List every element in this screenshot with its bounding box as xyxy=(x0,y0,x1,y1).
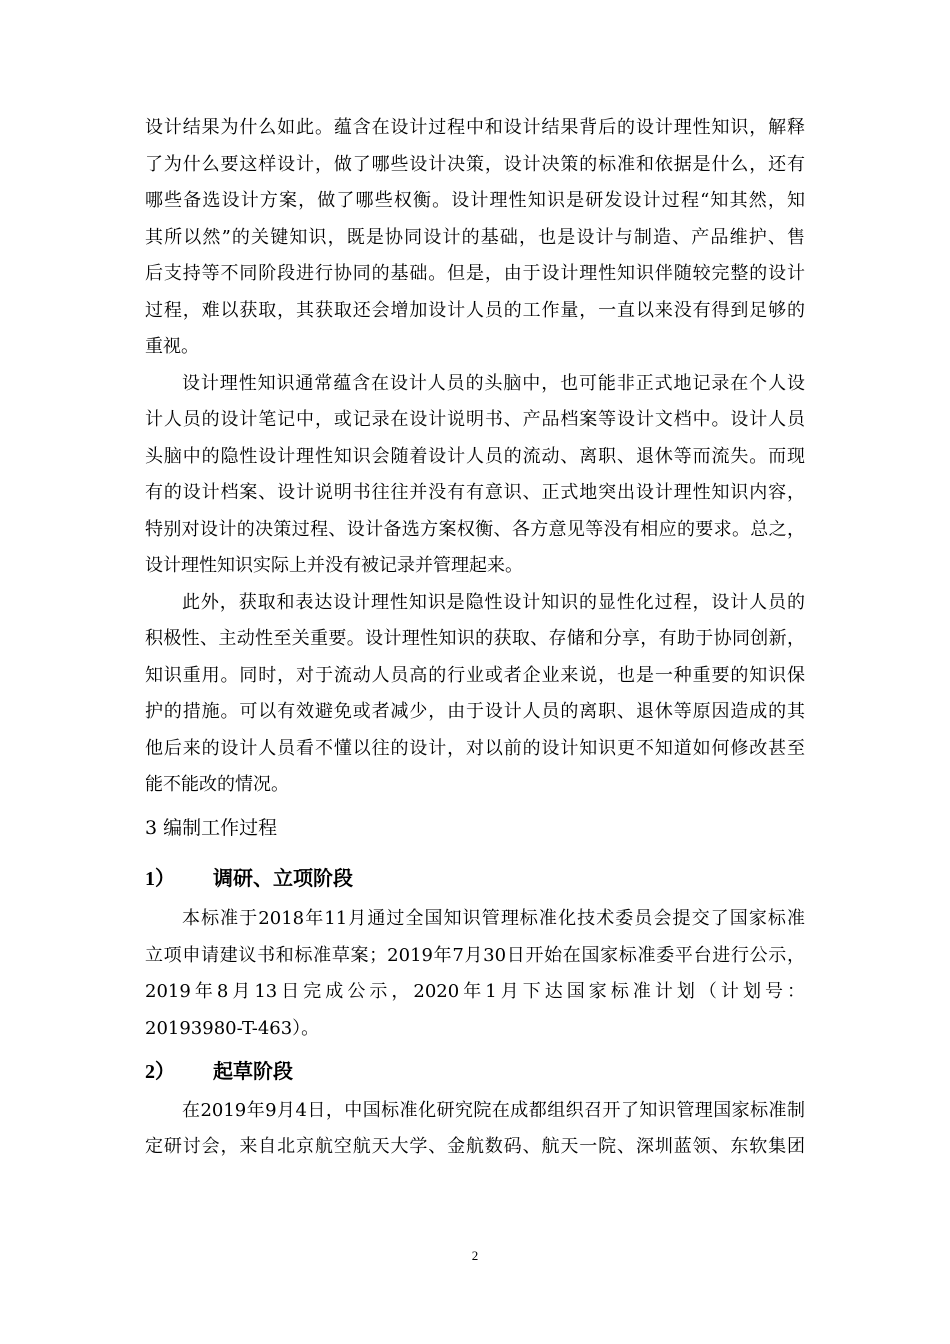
text-line: 定研讨会，来自北京航空航天大学、金航数码、航天一院、深圳蓝领、东软集团 xyxy=(145,1136,805,1157)
text-line: 了为什么要这样设计，做了哪些设计决策，设计决策的标准和依据是什么，还有 xyxy=(145,153,805,175)
text-line: 他后来的设计人员看不懂以往的设计，对以前的设计知识更不知道如何修改甚至 xyxy=(145,737,805,759)
text-line: 设计理性知识通常蕴含在设计人员的头脑中，也可能非正式地记录在个人设 xyxy=(182,372,805,394)
section-heading: 3 编制工作过程 xyxy=(145,817,278,839)
text-line: 过程，难以获取，其获取还会增加设计人员的工作量，一直以来没有得到足够的 xyxy=(145,299,805,321)
subsection-heading-research xyxy=(145,860,805,897)
text-line: 有的设计档案、设计说明书往往并没有有意识、正式地突出设计理性知识内容， xyxy=(145,482,805,503)
text-line: 此外，获取和表达设计理性知识是隐性设计知识的显性化过程，设计人员的 xyxy=(182,591,805,613)
text-line: 知识重用。同时，对于流动人员高的行业或者企业来说，也是一种重要的知识保 xyxy=(145,664,805,686)
document-body xyxy=(145,110,805,1166)
text-line: 2019年8月13日完成公示，2020年1月下达国家标准计划（计划号： xyxy=(145,981,805,1002)
text-line: 护的措施。可以有效避免或者减少，由于设计人员的离职、退休等原因造成的其 xyxy=(145,701,805,722)
text-line: 头脑中的隐性设计理性知识会随着设计人员的流动、离职、退休等而流失。而现 xyxy=(145,445,805,467)
text-line: 积极性、主动性至关重要。设计理性知识的获取、存储和分享，有助于协同创新， xyxy=(145,628,805,649)
text-line: 20193980-T-463）。 xyxy=(145,1017,320,1039)
paragraph-drafting-stage xyxy=(145,1093,805,1166)
text-line: 其所以然”的关键知识，既是协同设计的基础，也是设计与制造、产品维护、售 xyxy=(145,226,805,248)
text-line: 在2019年9月4日，中国标准化研究院在成都组织召开了知识管理国家标准制 xyxy=(182,1099,805,1121)
text-line: 特别对设计的决策过程、设计备选方案权衡、各方意见等没有相应的要求。总之， xyxy=(145,518,805,540)
paragraph-knowledge-capture xyxy=(145,585,805,804)
text-line: 哪些备选设计方案，做了哪些权衡。设计理性知识是研发设计过程“知其然，知 xyxy=(145,190,805,211)
subsection-number: 1） xyxy=(145,868,175,890)
text-line: 立项申请建议书和标准草案；2019年7月30日开始在国家标准委平台进行公示， xyxy=(145,944,805,966)
text-line: 设计理性知识实际上并没有被记录并管理起来。 xyxy=(145,555,523,576)
subsection-title: 调研、立项阶段 xyxy=(213,866,353,890)
subsection-title: 起草阶段 xyxy=(213,1058,293,1083)
text-line: 重视。 xyxy=(145,336,199,357)
page-number: 2 xyxy=(471,1248,479,1263)
text-line: 设计结果为什么如此。蕴含在设计过程中和设计结果背后的设计理性知识，解释 xyxy=(145,117,805,138)
paragraph-research-stage xyxy=(145,901,805,1047)
paragraph-design-rationale-intro xyxy=(145,110,805,366)
text-line: 计人员的设计笔记中，或记录在设计说明书、产品档案等设计文档中。设计人员 xyxy=(145,409,805,430)
paragraph-tacit-knowledge xyxy=(145,366,805,585)
text-line: 能不能改的情况。 xyxy=(145,774,289,795)
text-line: 后支持等不同阶段进行协同的基础。但是，由于设计理性知识伴随较完整的设计 xyxy=(145,263,805,284)
subsection-number: 2） xyxy=(145,1060,175,1083)
text-line: 本标准于2018年11月通过全国知识管理标准化技术委员会提交了国家标准 xyxy=(182,908,805,929)
subsection-heading-drafting xyxy=(145,1053,805,1090)
